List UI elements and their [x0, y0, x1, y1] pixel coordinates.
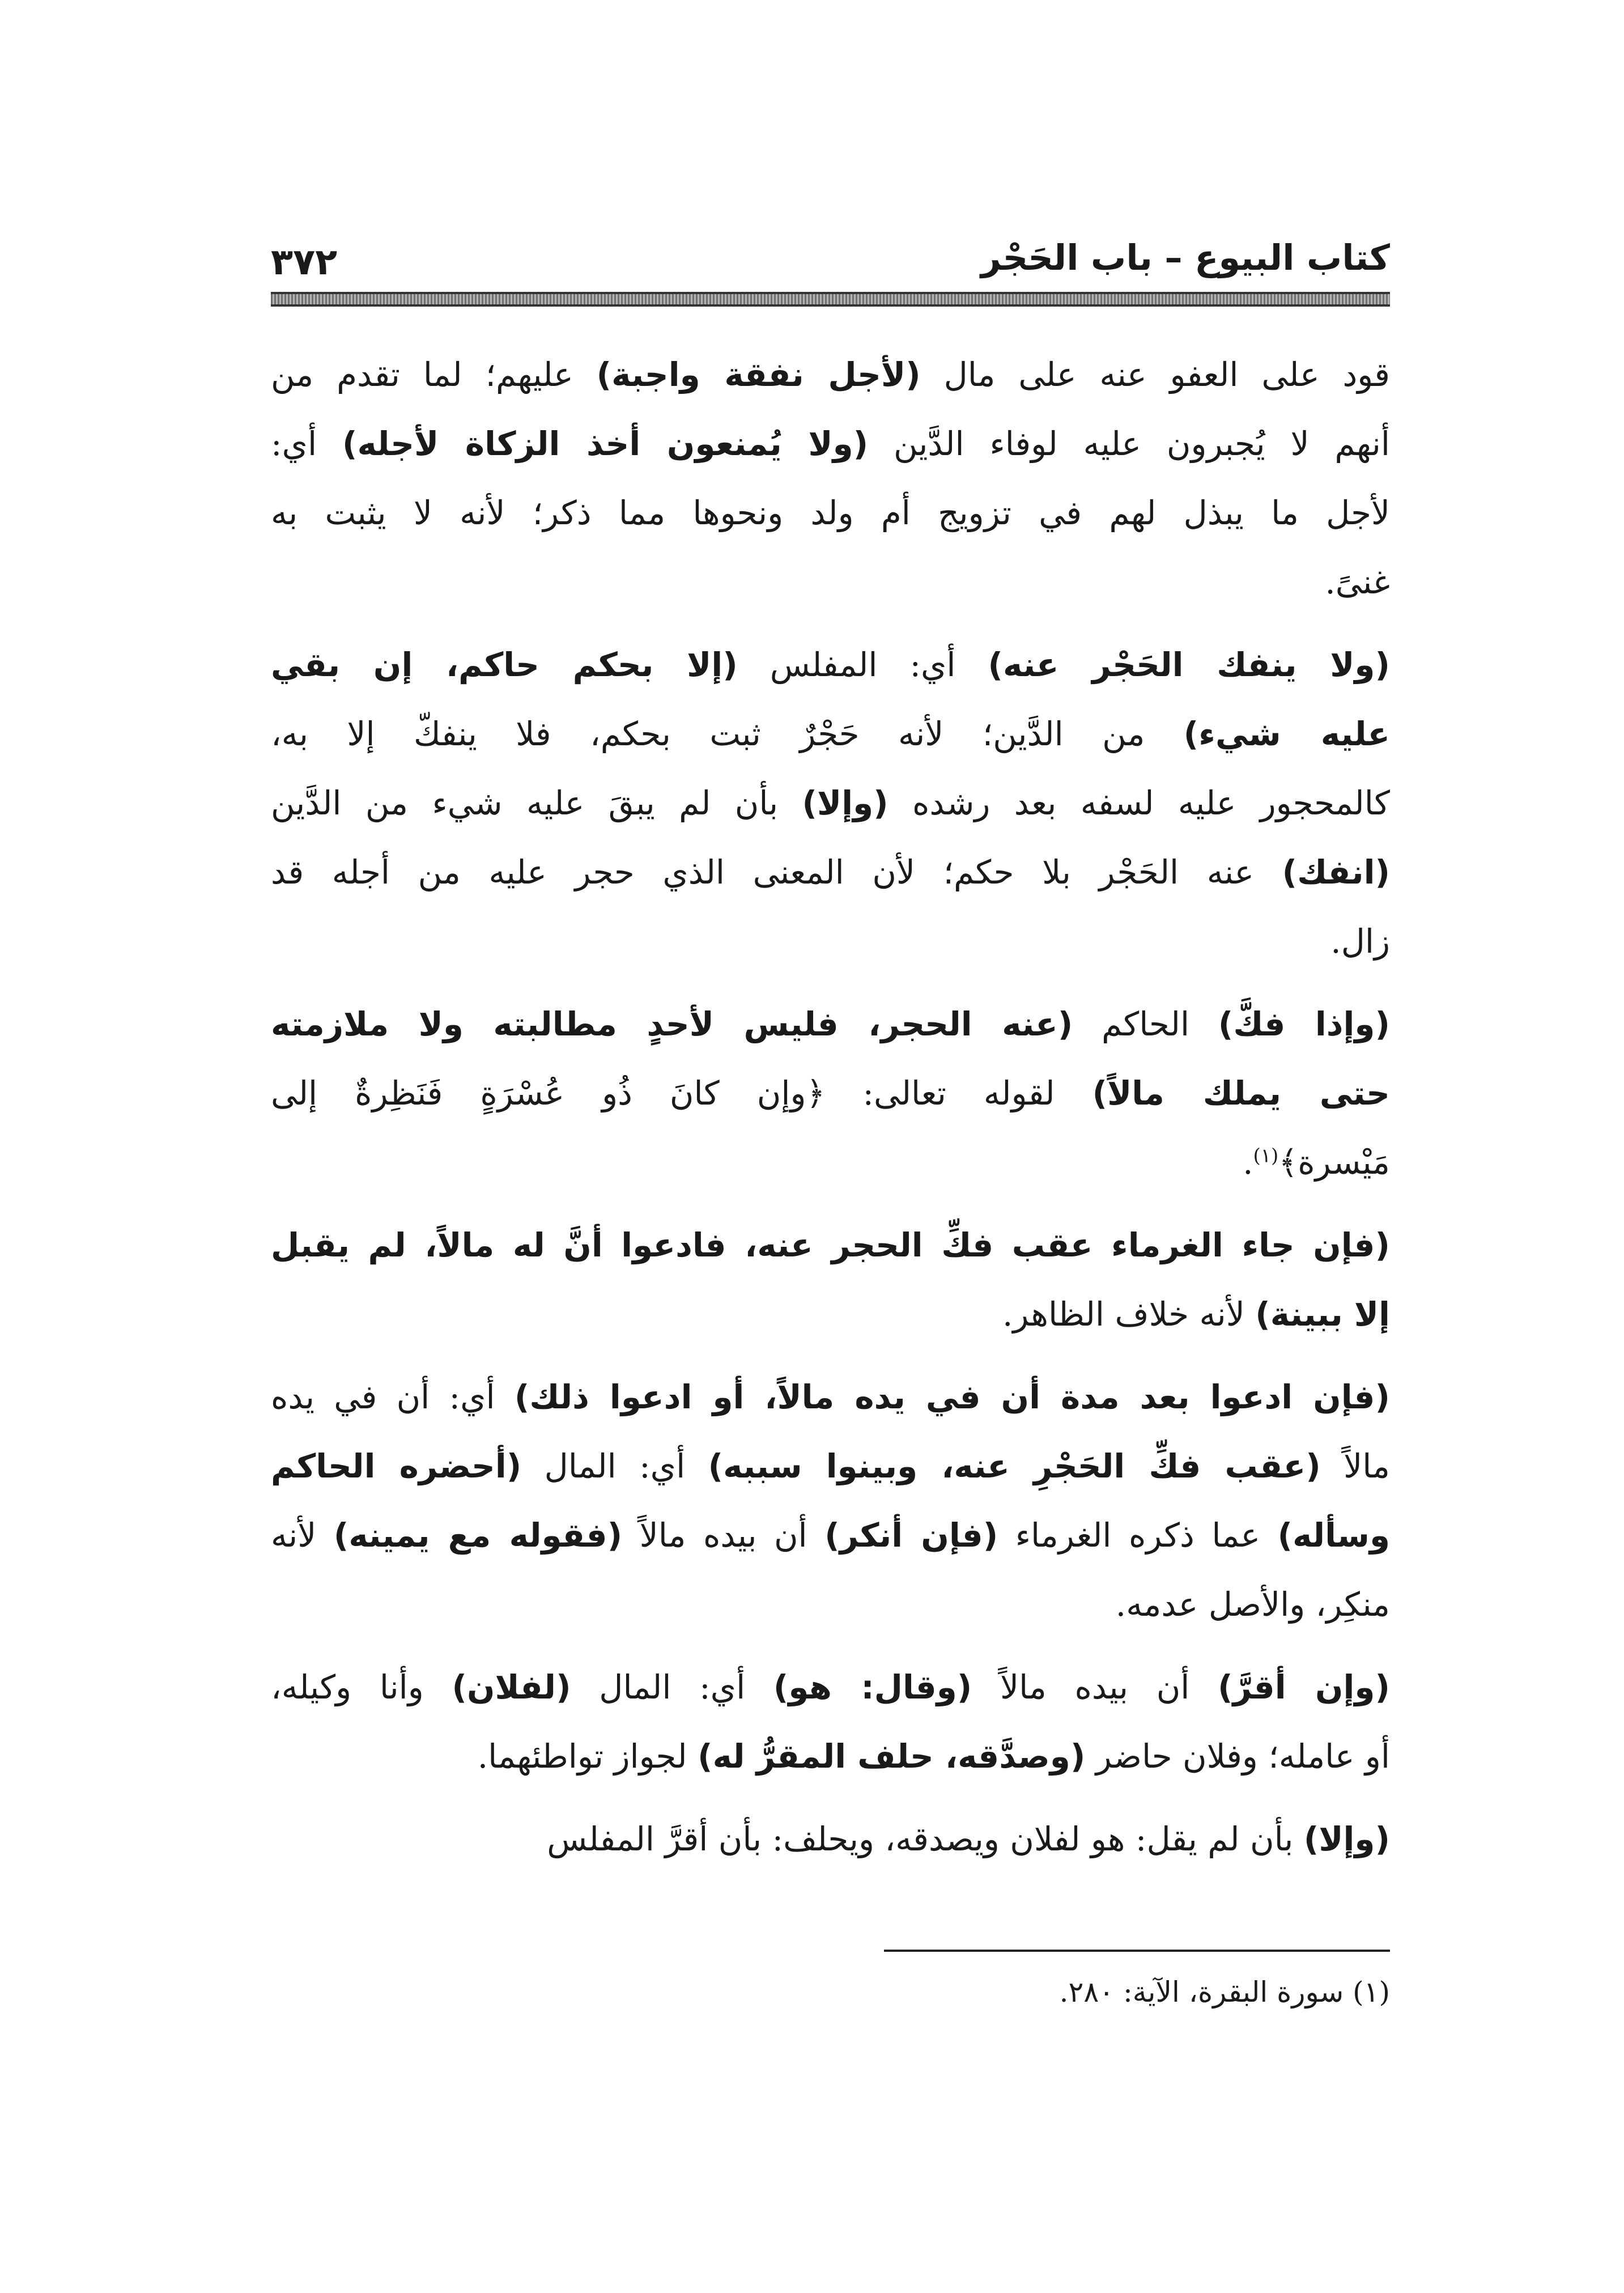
text-line: [271, 1722, 1390, 1791]
text-line: [271, 1432, 1390, 1501]
text-segment: أي:: [271, 424, 342, 463]
text-line: [271, 1570, 1390, 1639]
text-segment: لأنه: [271, 1516, 334, 1555]
text-segment: عليهم؛ لما تقدم من: [271, 355, 597, 394]
text-segment: أي: المال: [521, 1447, 708, 1485]
text-segment: عنه الحَجْر بلا حكم؛ لأن المعنى الذي حجر عليه من أجله قد: [271, 853, 1282, 891]
text-segment: مالاً: [1320, 1447, 1391, 1485]
text-line: [271, 990, 1390, 1059]
bold-segment: (فقوله مع يمينه): [333, 1516, 623, 1555]
footnote-divider: [884, 1950, 1390, 1952]
bold-segment: إلا ببينة): [1255, 1295, 1390, 1334]
text-segment: الحاكم: [1073, 1005, 1218, 1043]
text-line: [271, 1211, 1390, 1280]
bold-segment: (وإن أقرَّ): [1218, 1668, 1390, 1706]
bold-segment: (لفلان): [452, 1668, 571, 1706]
text-segment: لجواز تواطئهما.: [477, 1737, 698, 1776]
bold-segment: عليه شيء): [1183, 715, 1390, 753]
text-segment: وأنا وكيله،: [271, 1668, 452, 1706]
text-segment: منكِر، والأصل عدمه.: [1115, 1585, 1390, 1624]
text-segment: أي: أن في يده: [271, 1378, 515, 1416]
text-segment: بأن لم يقل: هو لفلان ويصدقه، ويحلف: بأن أقرَّ المفلس: [547, 1820, 1304, 1858]
bold-segment: (وإذا فكَّ): [1218, 1005, 1390, 1043]
bold-segment: (وإلا): [802, 784, 888, 822]
text-line: [271, 699, 1390, 768]
text-segment: أي: المال: [571, 1668, 773, 1706]
text-segment: غنىً.: [1325, 563, 1390, 601]
text-line: [271, 340, 1390, 409]
text-segment: .: [1243, 1143, 1253, 1182]
header-divider: [271, 292, 1390, 307]
text-segment: قود على العفو عنه على مال: [920, 355, 1390, 394]
running-title: كتاب البيوع – باب الحَجْر: [981, 237, 1390, 278]
bold-segment: (فإن أنكر): [824, 1516, 998, 1555]
bold-segment: (وقال: هو): [773, 1668, 972, 1706]
text-line: [271, 768, 1390, 838]
bold-segment: (إلا بحكم حاكم، إن بقي: [271, 646, 738, 684]
text-segment: أو عامله؛ وفلان حاضر: [1085, 1737, 1390, 1776]
text-segment: لقوله تعالى: ﴿وإن كانَ ذُو عُسْرَةٍ فَنَظِرةٌ إلى: [271, 1074, 1092, 1112]
bold-segment: وسأله): [1277, 1516, 1390, 1555]
text-line: [271, 1501, 1390, 1570]
bold-segment: (عنه الحجر، فليس لأحدٍ مطالبته ولا ملازمته: [271, 1005, 1073, 1043]
text-segment: أي: المفلس: [737, 646, 988, 684]
text-segment: أن بيده مالاً: [972, 1668, 1218, 1706]
text-segment: مَيْسرة﴾: [1278, 1143, 1390, 1182]
text-segment: لأنه خلاف الظاهر.: [1002, 1295, 1256, 1334]
text-segment: زال.: [1330, 922, 1390, 961]
footnotes: [793, 1969, 1390, 2015]
text-line: [271, 478, 1390, 547]
text-line: [271, 547, 1390, 617]
text-segment: عما ذكره الغرماء: [998, 1516, 1278, 1555]
bold-segment: (ولا ينفك الحَجْر عنه): [988, 646, 1390, 684]
bold-segment: (وإلا): [1303, 1820, 1390, 1858]
page-header: [271, 232, 1390, 295]
text-segment: لأجل ما يبذل لهم في تزويج أم ولد ونحوها مما ذكر؛ لأنه لا يثبت به: [271, 494, 1390, 532]
bold-segment: حتى يملك مالاً): [1092, 1074, 1390, 1112]
text-line: [271, 907, 1390, 976]
bold-segment: (ولا يُمنعون أخذ الزكاة لأجله): [342, 424, 869, 463]
footnote-item: (١) سورة البقرة، الآية: ٢٨٠.: [1059, 1976, 1390, 2009]
text-line: [271, 630, 1390, 699]
bold-segment: (فإن جاء الغرماء عقب فكِّ الحجر عنه، فادعوا أنَّ له مالاً، لم يقبل: [271, 1226, 1390, 1264]
text-line: [271, 1362, 1390, 1432]
text-line: [271, 1128, 1390, 1197]
paragraph: [271, 1211, 1390, 1349]
text-line: [271, 1059, 1390, 1128]
text-segment: من الدَّين؛ لأنه حَجْرٌ ثبت بحكم، فلا ينفكّ إلا به،: [271, 715, 1184, 753]
paragraph: [271, 1362, 1390, 1639]
text-line: [271, 1653, 1390, 1722]
paragraph: [271, 990, 1390, 1197]
bold-segment: (فإن ادعوا بعد مدة أن في يده مالاً، أو ادعوا ذلك): [514, 1378, 1390, 1416]
text-segment: بأن لم يبقَ عليه شيء من الدَّين: [271, 784, 802, 822]
paragraph: [271, 1804, 1390, 1874]
text-line: [271, 1280, 1390, 1349]
text-line: [271, 409, 1390, 478]
text-line: [271, 1804, 1390, 1874]
paragraph: [271, 1653, 1390, 1791]
text-segment: كالمحجور عليه لسفه بعد رشده: [888, 784, 1391, 822]
bold-segment: (عقب فكِّ الحَجْرِ عنه، وبينوا سببه): [708, 1447, 1321, 1485]
bold-segment: (وصدَّقه، حلف المقرُّ له): [698, 1737, 1086, 1776]
paragraph: [271, 340, 1390, 617]
page-number: ٣٧٢: [271, 241, 338, 283]
footnote-marker: (١): [1253, 1144, 1279, 1167]
bold-segment: (لأجل نفقة واجبة): [596, 355, 921, 394]
bold-segment: (انفك): [1282, 853, 1391, 891]
text-segment: أنهم لا يُجبرون عليه لوفاء الدَّين: [868, 424, 1391, 463]
text-segment: أن بيده مالاً: [622, 1516, 825, 1555]
text-line: [271, 838, 1390, 907]
bold-segment: (أحضره الحاكم: [271, 1447, 522, 1485]
paragraph: [271, 630, 1390, 976]
body-text: [271, 340, 1390, 1887]
